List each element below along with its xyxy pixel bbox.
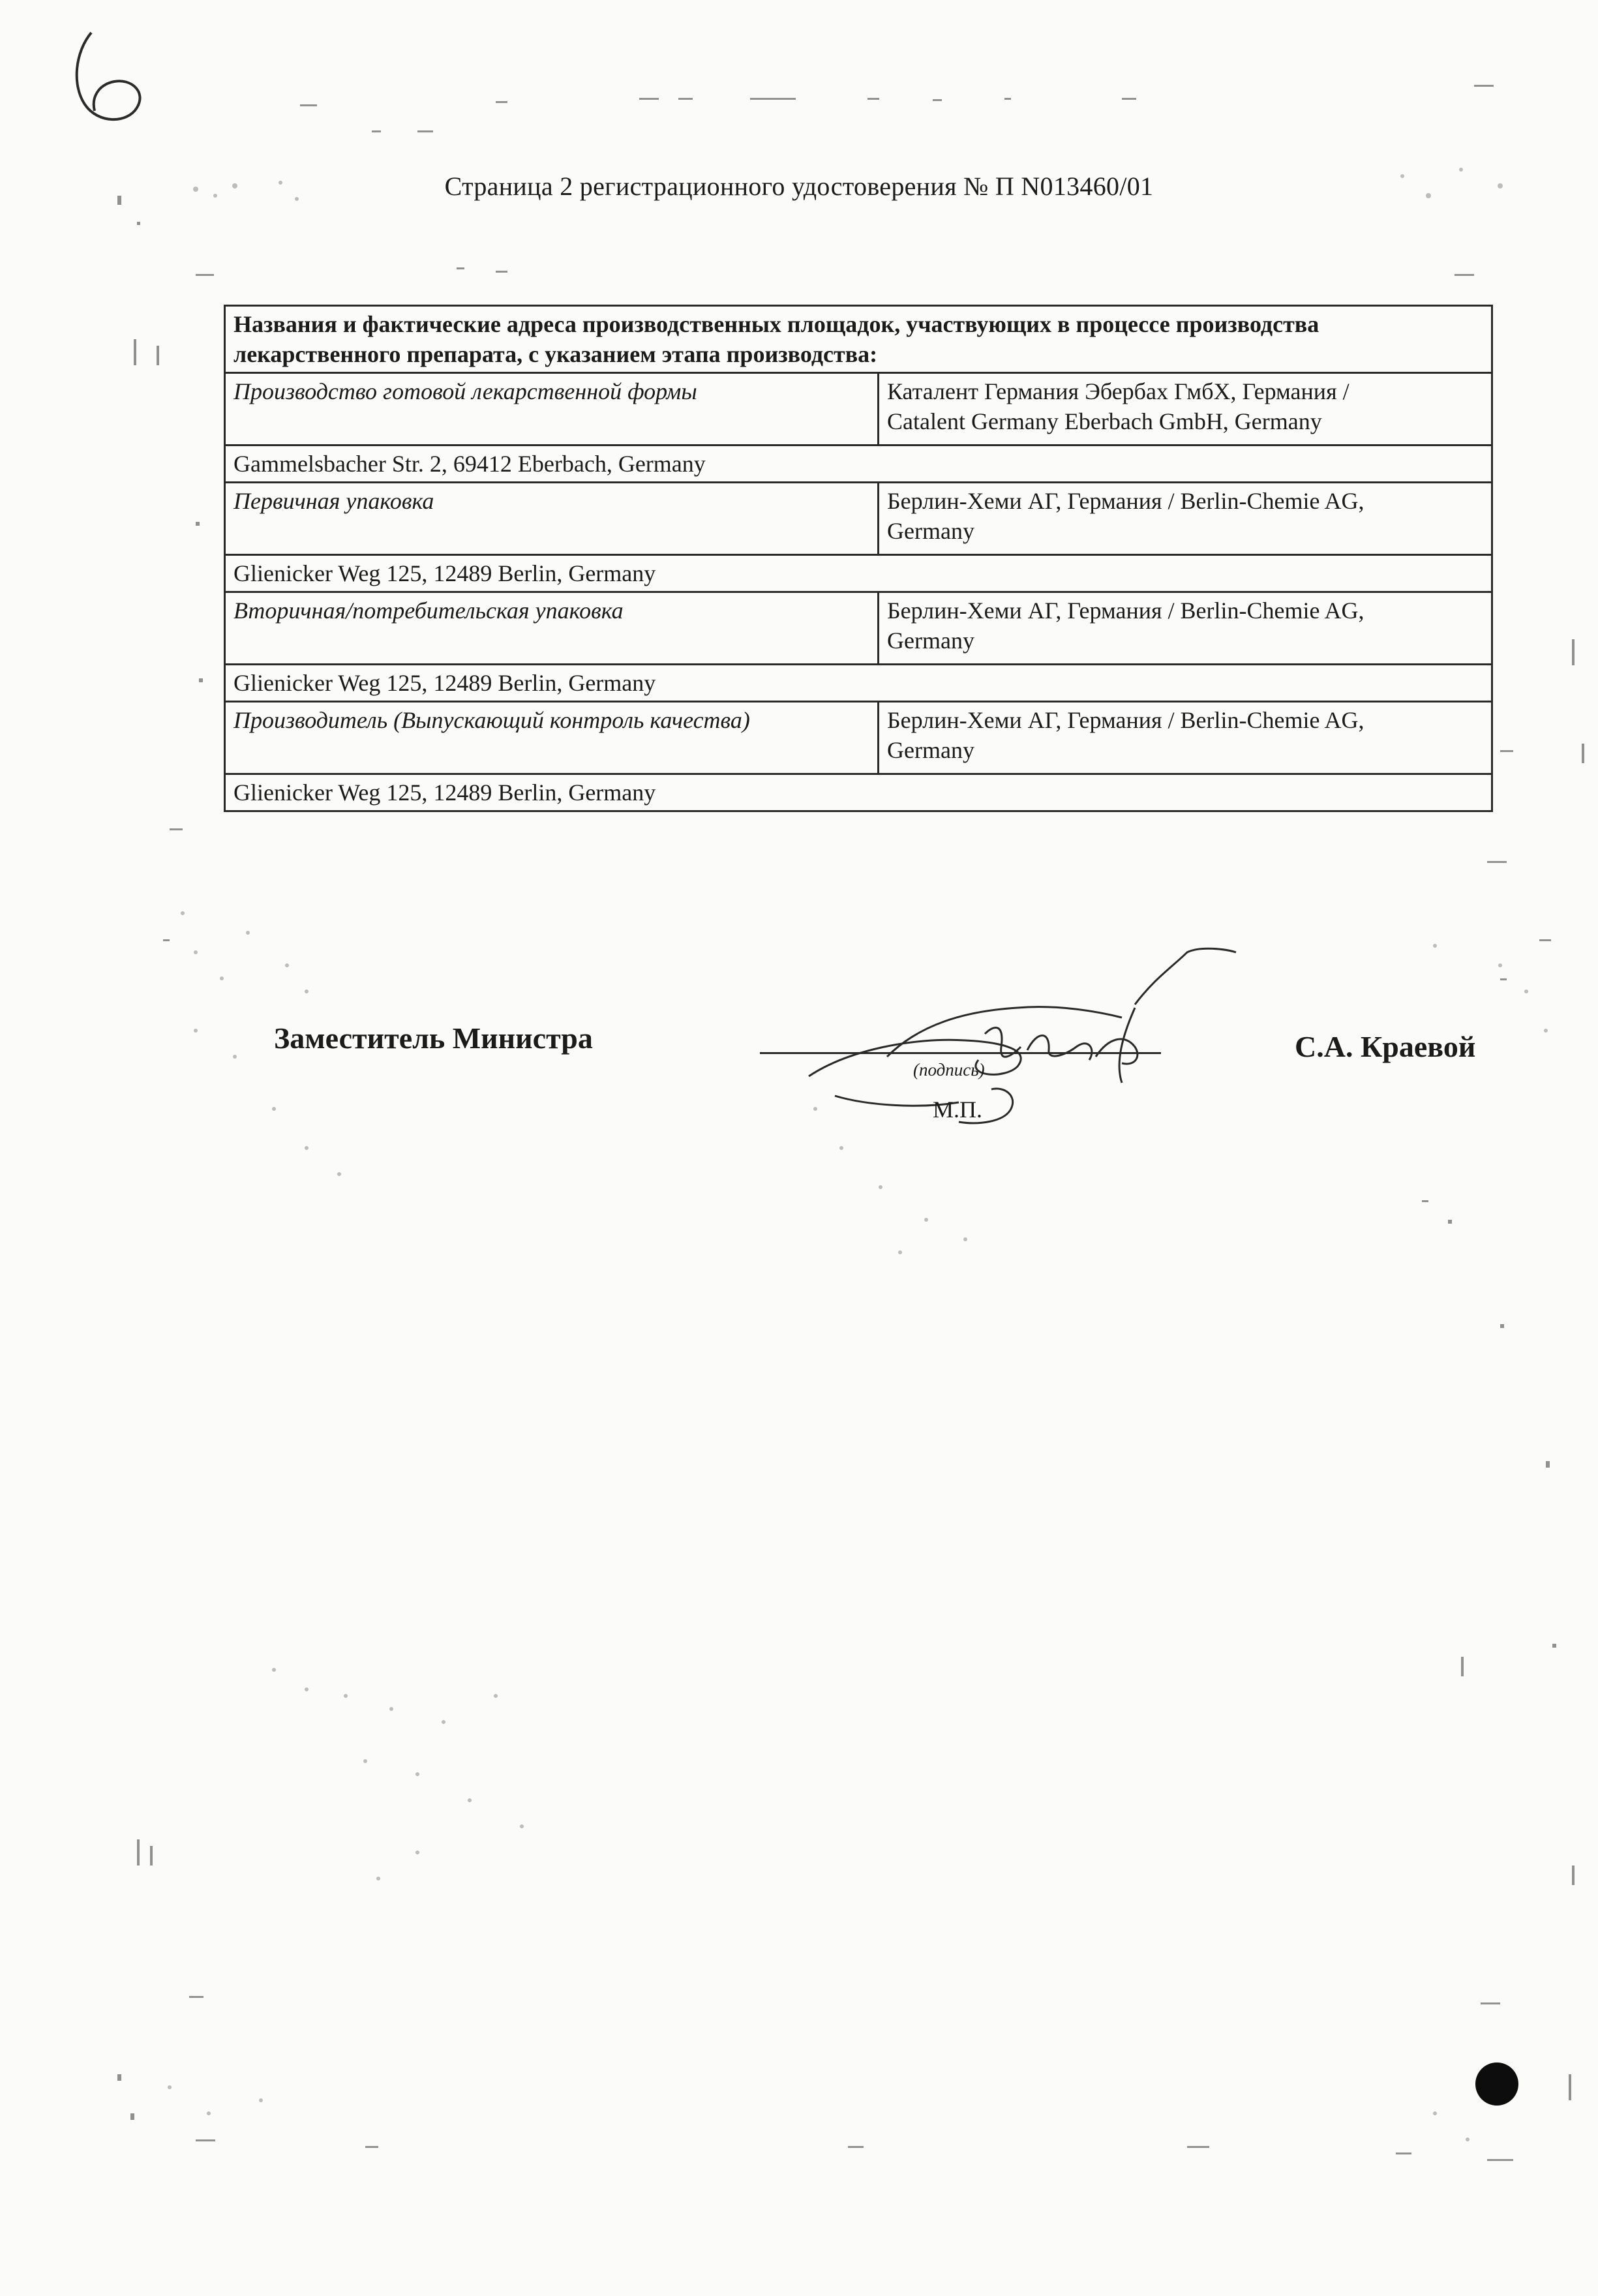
signer-name: С.А. Краевой — [1295, 1030, 1476, 1063]
signature-block — [0, 998, 1598, 1194]
table-row — [225, 483, 1492, 555]
handwritten-page-number — [65, 26, 163, 137]
address-row — [225, 555, 1492, 592]
site-name-line: Germany — [887, 518, 974, 544]
site-name-line: Каталент Германия Эбербах ГмбХ, Германия / — [887, 378, 1349, 404]
site-name-line: Germany — [887, 627, 974, 654]
address-cell: Glienicker Weg 125, 12489 Berlin, Germany — [225, 774, 1492, 811]
site-cell — [879, 592, 1492, 665]
site-cell — [879, 483, 1492, 555]
address-row — [225, 774, 1492, 811]
address-row — [225, 665, 1492, 702]
site-cell — [879, 702, 1492, 774]
site-name-line: Germany — [887, 737, 974, 763]
address-cell: Glienicker Weg 125, 12489 Berlin, Germany — [225, 555, 1492, 592]
stage-cell: Производитель (Выпускающий контроль качества) — [225, 702, 879, 774]
stage-cell: Вторичная/потребительская упаковка — [225, 592, 879, 665]
site-name-line: Берлин-Хеми АГ, Германия / Berlin-Chemie AG, — [887, 597, 1364, 624]
table-caption-row — [225, 306, 1492, 373]
signature-line — [760, 1052, 1161, 1054]
site-name-line: Берлин-Хеми АГ, Германия / Berlin-Chemie AG, — [887, 488, 1364, 514]
site-cell — [879, 373, 1492, 446]
binder-punch-hole — [1475, 2062, 1518, 2106]
production-sites-table — [224, 305, 1493, 812]
stamp-label: М.П. — [933, 1096, 983, 1123]
address-cell: Glienicker Weg 125, 12489 Berlin, Germany — [225, 665, 1492, 702]
site-name-line: Берлин-Хеми АГ, Германия / Berlin-Chemie AG, — [887, 707, 1364, 733]
table-row — [225, 702, 1492, 774]
signature-caption: (подпись) — [913, 1060, 985, 1080]
site-name-line: Catalent Germany Eberbach GmbH, Germany — [887, 408, 1322, 434]
address-row — [225, 446, 1492, 483]
table-row — [225, 373, 1492, 446]
signer-position: Заместитель Министра — [274, 1021, 593, 1055]
table-row — [225, 592, 1492, 665]
handwritten-signature — [770, 926, 1239, 1141]
address-cell: Gammelsbacher Str. 2, 69412 Eberbach, Germany — [225, 446, 1492, 483]
page-header: Страница 2 регистрационного удостоверения № П N013460/01 — [444, 172, 1154, 201]
table-caption: Названия и фактические адреса производственных площадок, участвующих в процессе производства лекарственного препарата, с указанием этапа производства: — [225, 306, 1492, 373]
stage-cell: Производство готовой лекарственной формы — [225, 373, 879, 446]
stage-cell: Первичная упаковка — [225, 483, 879, 555]
